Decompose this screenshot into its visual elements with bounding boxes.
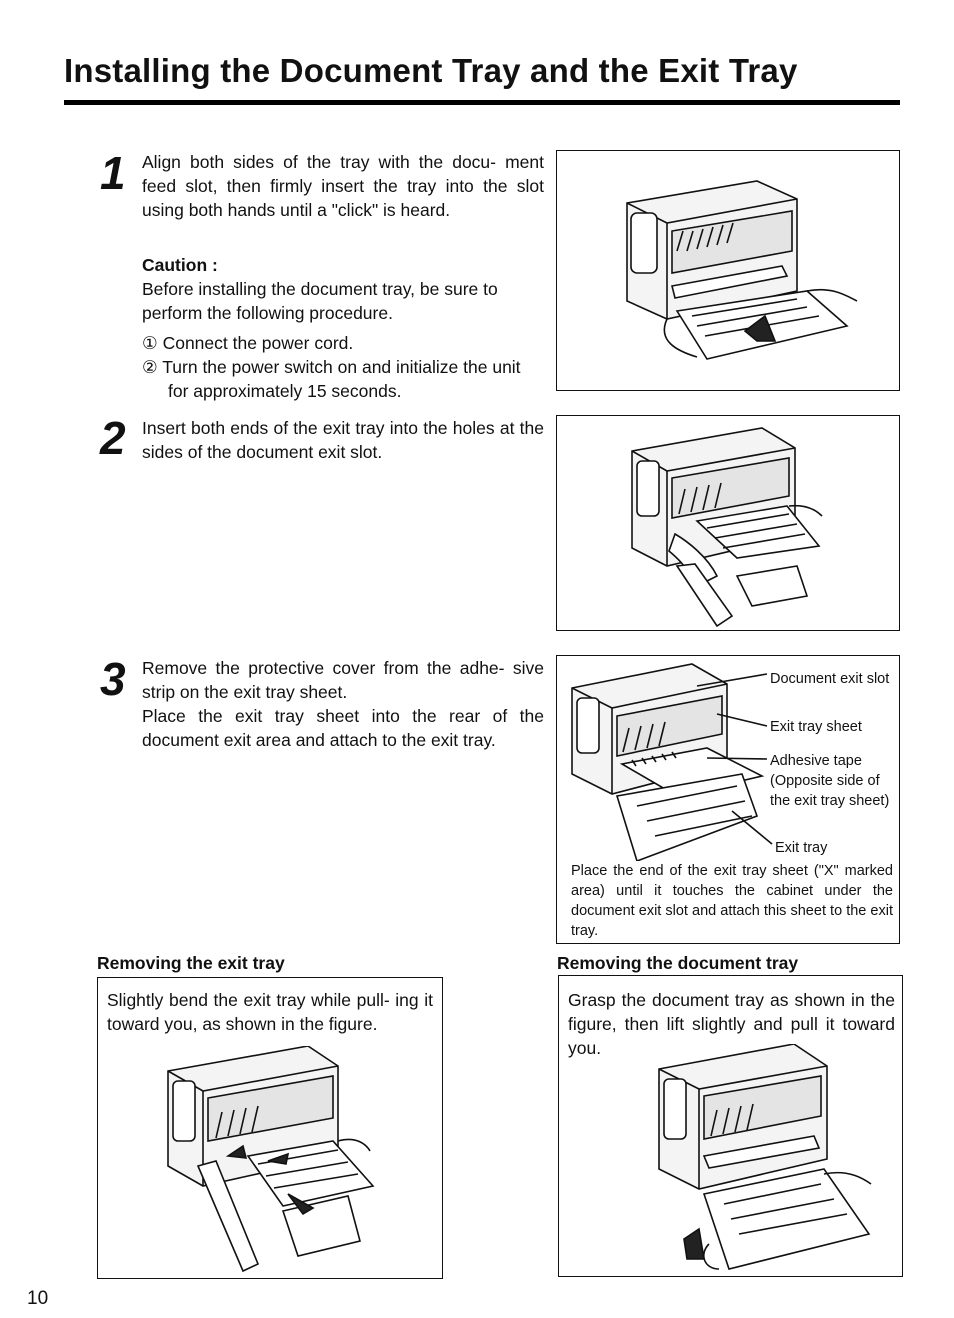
item-text: Connect the power cord.	[162, 333, 354, 353]
step-3-text-2: Place the exit tray sheet into the rear of the document exit area and attach to the exit tray.	[142, 706, 544, 750]
caution-item-1	[142, 331, 544, 355]
removing-document-tray-box	[558, 975, 903, 1277]
printer-illustration	[557, 416, 901, 632]
removing-exit-tray-text: Slightly bend the exit tray while pull- ing it toward you, as shown in the figure.	[107, 990, 433, 1034]
figure-step-1	[556, 150, 900, 391]
removing-document-tray-text: Grasp the document tray as shown in the figure, then lift slightly and pull it toward you.	[568, 990, 895, 1058]
figure-3-caption: Place the end of the exit tray sheet ("X" marked area) until it touches the cabinet under the document exit slot and attach this sheet to the exit tray.	[571, 863, 893, 939]
page-title: Installing the Document Tray and the Exit Tray	[64, 52, 798, 89]
removing-document-tray-heading: Removing the document tray	[557, 953, 799, 973]
title-rule	[64, 100, 900, 105]
removing-exit-tray-box	[97, 977, 443, 1279]
removing-exit-tray-heading: Removing the exit tray	[97, 953, 285, 973]
page-number: 10	[27, 1288, 49, 1309]
step-2-text: Insert both ends of the exit tray into the holes at the sides of the document exit slot.	[142, 418, 544, 462]
item-marker: ②	[142, 357, 158, 377]
callout-adhesive-tape: Adhesive tape (Opposite side of the exit tray sheet)	[770, 753, 890, 809]
callout-exit-tray: Exit tray	[775, 840, 828, 856]
step-2-number: 2	[100, 412, 126, 464]
item-text: Turn the power switch on and initialize the unit for approximately 15 seconds.	[162, 357, 521, 401]
printer-illustration	[98, 1046, 444, 1276]
callout-document-exit-slot: Document exit slot	[770, 671, 890, 687]
printer-illustration	[557, 151, 901, 392]
step-3-text-1: Remove the protective cover from the adhe- sive strip on the exit tray sheet.	[142, 658, 544, 702]
figure-step-3	[556, 655, 900, 944]
figure-step-2	[556, 415, 900, 631]
item-marker: ①	[142, 333, 158, 353]
printer-illustration	[559, 1044, 904, 1274]
caution-text: Before installing the document tray, be sure to perform the following procedure.	[142, 279, 498, 323]
caution-label: Caution :	[142, 255, 218, 275]
step-1-text: Align both sides of the tray with the docu- ment feed slot, then firmly insert the tray into the slot using both hands until a "click" is heard.	[142, 152, 544, 220]
caution-item-2	[142, 355, 544, 403]
callout-exit-tray-sheet: Exit tray sheet	[770, 719, 862, 735]
step-1-number: 1	[100, 147, 126, 199]
step-3-number: 3	[100, 653, 126, 705]
